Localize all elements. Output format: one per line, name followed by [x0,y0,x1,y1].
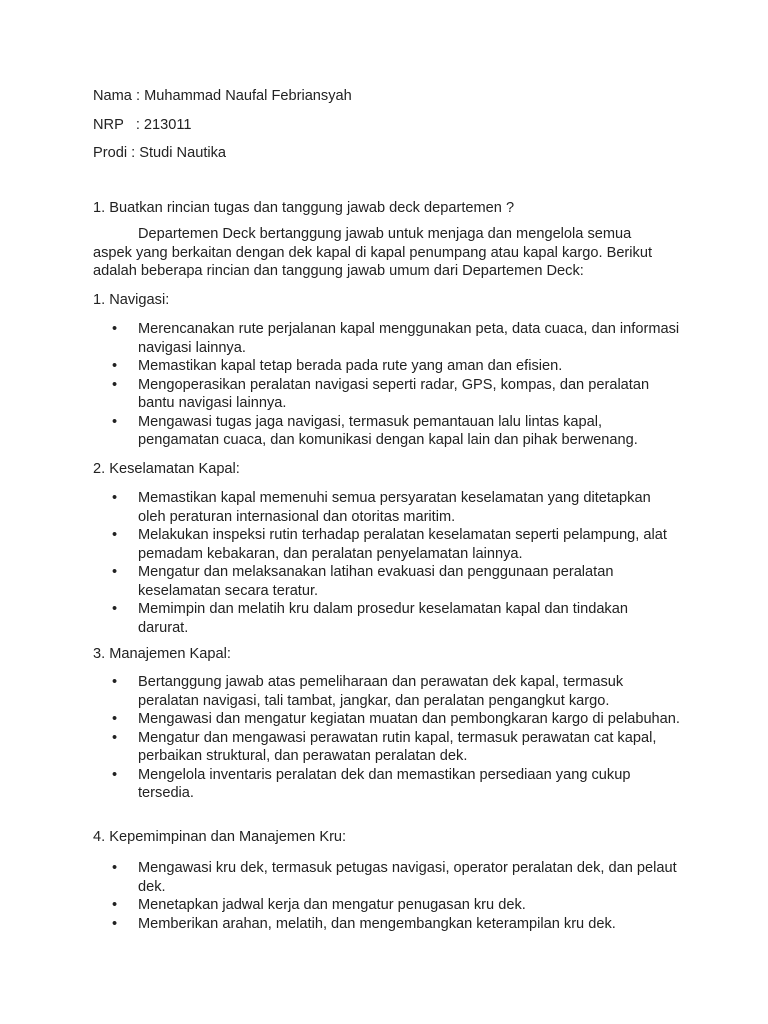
list-item-text: Melakukan inspeksi rutin terhadap peralatan keselamatan seperti pelampung, alat pemadam kebakaran, dan peralatan penyelamatan lainnya. [138,527,667,562]
bullet-dot: • [112,358,118,374]
list-item-text: Bertanggung jawab atas pemeliharaan dan perawatan dek kapal, termasuk peralatan navigasi, tali tambat, jangkar, dan peralatan pengangkut kargo. [138,674,624,709]
list-item [110,413,680,450]
list-item-text: Menetapkan jadwal kerja dan mengatur penugasan kru dek. [138,897,526,913]
bullet-dot: • [112,527,118,543]
list-item [110,729,680,766]
bullet-dot: • [112,729,118,746]
student-prodi-line: Prodi : Studi Nautika [93,145,227,161]
student-name-line: Nama : Muhammad Naufal Febriansyah [93,88,352,104]
list-item-text: Memastikan kapal memenuhi semua persyaratan keselamatan yang ditetapkan oleh peraturan internasional dan otoritas maritim. [138,490,651,525]
bullet-list-kepemimpinan [110,859,680,933]
section-title-navigasi: 1. Navigasi: [93,292,170,308]
bullet-dot: • [112,564,118,580]
nrp-label: NRP [93,117,124,133]
list-item-text: Mengawasi kru dek, termasuk petugas navigasi, operator peralatan dek, dan pelaut dek. [138,860,677,895]
list-item [110,376,680,413]
list-item-text: Memimpin dan melatih kru dalam prosedur keselamatan kapal dan tindakan darurat. [138,601,628,636]
list-item-text: Mengawasi dan mengatur kegiatan muatan dan pembongkaran kargo di pelabuhan. [138,711,680,727]
section-title-manajemen-kapal: 3. Manajemen Kapal: [93,646,231,662]
bullet-dot: • [112,413,118,430]
list-item-text: Mengatur dan melaksanakan latihan evakuasi dan penggunaan peralatan keselamatan secara teratur. [138,564,614,599]
list-item [110,915,680,934]
bullet-dot: • [112,711,118,727]
section-title-keselamatan: 2. Keselamatan Kapal: [93,461,240,477]
bullet-dot: • [112,897,118,913]
list-item [110,710,680,729]
list-item-text: Mengawasi tugas jaga navigasi, termasuk pemantauan lalu lintas kapal, pengamatan cuaca, dan komunikasi dengan kapal lain dan pihak berwenang. [138,413,638,448]
bullet-dot: • [112,321,118,337]
list-item-text: Mengatur dan mengawasi perawatan rutin kapal, termasuk perawatan cat kapal, perbaikan struktural, dan perawatan peralatan dek. [138,729,657,764]
list-item [110,859,680,896]
list-item-text: Merencanakan rute perjalanan kapal menggunakan peta, data cuaca, dan informasi navigasi lainnya. [138,321,680,356]
bullet-dot: • [112,674,118,690]
list-item [110,320,680,357]
list-item [110,526,680,563]
list-item-text: Mengelola inventaris peralatan dek dan memastikan persediaan yang cukup tersedia. [138,766,631,801]
nrp-value: : 213011 [135,117,192,133]
intro-paragraph: Departemen Deck bertanggung jawab untuk menjaga dan mengelola semua aspek yang berkaitan dengan dek kapal di kapal penumpang atau kapal kargo. Berikut adalah beberapa rincian dan tanggung jawab umum dari Departemen Deck: [93,226,653,279]
bullet-dot: • [112,766,118,783]
bullet-list-keselamatan [110,489,680,637]
bullet-list-navigasi [110,320,680,450]
section-title-kepemimpinan: 4. Kepemimpinan dan Manajemen Kru: [93,829,347,845]
bullet-dot: • [112,490,118,506]
bullet-dot: • [112,860,118,876]
bullet-list-manajemen-kapal [110,673,680,803]
list-item [110,766,680,803]
list-item [110,600,680,637]
list-item-text: Memastikan kapal tetap berada pada rute yang aman dan efisien. [138,358,563,374]
list-item [110,489,680,526]
bullet-dot: • [112,376,118,393]
list-item-text: Memberikan arahan, melatih, dan mengembangkan keterampilan kru dek. [138,915,616,932]
list-item [110,357,680,376]
list-item [110,896,680,915]
question-heading: 1. Buatkan rincian tugas dan tanggung jawab deck departemen ? [93,200,515,216]
list-item-text: Mengoperasikan peralatan navigasi seperti radar, GPS, kompas, dan peralatan bantu navigasi lainnya. [138,376,650,411]
bullet-dot: • [112,601,118,617]
bullet-dot: • [112,915,118,932]
list-item [110,673,680,710]
list-item [110,563,680,600]
student-nrp-line [93,116,192,135]
